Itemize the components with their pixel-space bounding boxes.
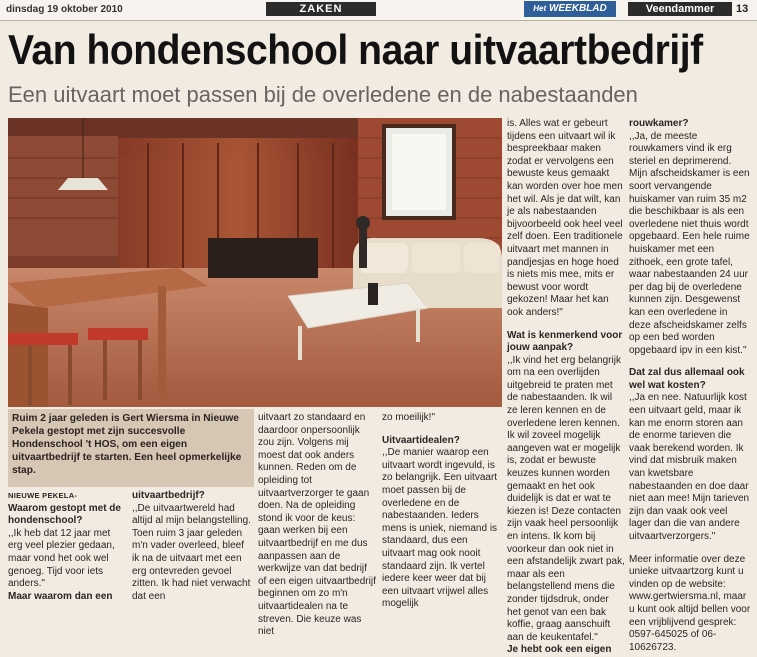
answer: ,,De uitvaartwereld had altijd al mijn belangstelling. Toen ruim 3 jaar geleden m'n vader overleed, bleef ik na de uitvaart met een erg ontevreden gevoel zitten. Ik had niet verwacht dat een (132, 502, 251, 602)
newspaper-topbar (0, 0, 757, 21)
newspaper-logo: $^{Het}$ WEEKBLAD (524, 1, 616, 17)
article-subheadline: Een uitvaart moet passen bij de overledene en de nabestaanden (8, 82, 638, 107)
issue-date: dinsdag 19 oktober 2010 (6, 4, 123, 15)
article-column-6 (629, 118, 751, 654)
dateline: NIEUWE PEKELA- (8, 491, 78, 500)
article-column-5 (507, 118, 625, 657)
question: Dat zal dus allemaal ook wel wat kosten? (629, 367, 745, 391)
article-column-3 (258, 412, 376, 639)
answer: is. Alles wat er gebeurt tijdens een uitvaart wil ik bespreekbaar maken zodat er vervolgens een bewuste keus gemaakt kan worden over hoe men het wil. Als je dat wilt, kan je als nabestaanden bijvoorbeeld ook heel veel zelf doen. Een traditionele uitvaart met mannen in pandjesjas en hoge hoed is niets mis mee, mits er bewust voor wordt gekozen! Maar het kan ook anders!" (507, 118, 623, 318)
contact-info: Meer informatie over deze unieke uitvaartzorg kunt u vinden op de website: www.gertwiersma.nl, maar u kunt ook altijd bellen voor een vrijblijvend gesprek: 0597-645025 of 06-10626723. (629, 553, 751, 653)
article-column-4 (382, 412, 500, 611)
answer: ,,De manier waarop een uitvaart wordt ingevuld, is zo belangrijk. Een uitvaart moet passen bij de overledene en de nabestaanden. Ieders mens is uniek, niemand is standaard, dus een uitvaart mag ook nooit standaard zijn. Ik vertel iedere keer weer dat bij een uitvaart vrijwel alles mogelijk (382, 447, 498, 610)
article-column-2 (132, 490, 252, 603)
answer: ,,Ik heb dat 12 jaar met erg veel plezier gedaan, maar vond het ook wel genoeg. Tijd voor iets anders." (8, 527, 115, 590)
section-label: ZAKEN (266, 2, 376, 16)
question: uitvaartbedrijf? (132, 490, 205, 501)
question: rouwkamer? (629, 118, 689, 129)
question: Waarom gestopt met de hondenschool? (8, 502, 121, 527)
edition-label: Veendammer (628, 2, 732, 16)
answer: ,,Ik vind het erg belangrijk om na een overlijden uitgebreid te praten met de nabestaanden. Ik wil ze leren kennen en de overledene leren kennen. Ik wil zoveel mogelijk aangeven wat er mogelijk is, zodat er bewuste keuzes kunnen worden gemaakt en het ook duidelijk is dat er wat te kiezen is! Deze contacten zijn vaak heel persoonlijk en intens. Ik kom bij voorkeur dan ook niet in een afstandelijk zwart pak, maar als een belangstellend mens die zonder tijdsdruk, onder het genot van een bak koffie, graag aanschuift aan de keukentafel." (507, 354, 625, 643)
article-headline: Van hondenschool naar uitvaartbedrijf (8, 26, 703, 73)
question: Je hebt ook een eigen (507, 644, 612, 656)
answer: ,,Ja, de meeste rouwkamers vind ik erg steriel en deprimerend. Mijn afscheidskamer is een soort vervangende huiskamer van ruim 35 m2 die beschikbaar is als een overledene niet thuis wordt opgebaard. Een hele ruime huiskamer met een zithoek, een grote tafel, waar nabestaanden 24 uur per dag bij de overledene kunnen zijn. Desgewenst kan een overledene in deze afscheidskamer zelfs op een bed worden opgebaard ipv in een kist." (629, 130, 750, 356)
answer: ,,Ja en nee. Natuurlijk kost een uitvaart geld, maar ik kan me enorm storen aan de enorme tarieven die vaak berekend worden. Ik vind dat misbruik maken van kwetsbare nabestaanden en doe daar niet aan mee! Mijn tarieven zijn dan vaak ook veel lager dan die van andere uitvaartverzorgers." (629, 392, 750, 542)
question: Maar waarom dan een (8, 590, 113, 602)
article-column-1 (8, 490, 126, 603)
page-number: 13 (736, 3, 749, 15)
question: Uitvaartidealen? (382, 434, 460, 446)
answer: zo moeilijk!" (382, 412, 436, 423)
answer: uitvaart zo standaard en daardoor onpersoonlijk zou zijn. Volgens mij moest dat ook anders kunnen. Reden om de opleiding tot uitvaartverzorger te gaan doen. Na de opleiding stond ik voor de keus: gaan werken bij een uitvaartbedrijf en me dus aanpassen aan de werkwijze van dat bedrijf of een eigen uitvaartbedrijf beginnen om zo m'n uitvaartidealen na te streven. Die keuze was niet (258, 412, 376, 638)
interior-photo (8, 118, 502, 407)
question: Wat is kenmerkend voor jouw aanpak? (507, 329, 623, 354)
photo-caption: Ruim 2 jaar geleden is Gert Wiersma in Nieuwe Pekela gestopt met zijn succesvolle Hondenschool 't HOS, om een eigen uitvaartbedrijf te starten. Een heel opmerkelijke stap. (8, 409, 254, 487)
